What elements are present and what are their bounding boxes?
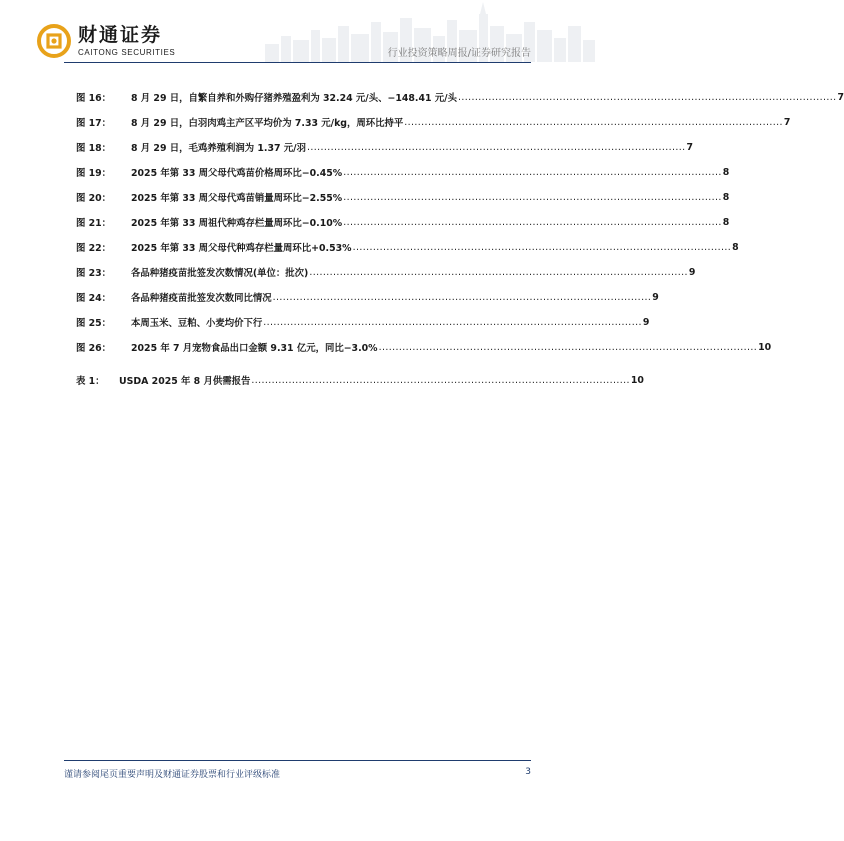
toc-title: 8 月 29 日，白羽肉鸡主产区平均价为 7.33 元/kg，周环比持平: [131, 118, 404, 129]
toc-page-number: 8: [722, 216, 730, 228]
toc-entry-figure-17[interactable]: [76, 115, 791, 129]
toc-leader-dots: ................................................................................................................: [251, 374, 630, 386]
toc-page-number: 8: [722, 191, 730, 203]
toc-title: 2025 年第 33 周父母代种鸡存栏量周环比+0.53%: [131, 243, 352, 254]
header-divider: [64, 62, 531, 63]
toc-label: 图 21：: [76, 218, 112, 229]
toc-page-number: 9: [688, 266, 696, 278]
toc-leader-dots: ................................................................................................................: [378, 341, 758, 353]
caitong-logo-icon: [36, 24, 72, 58]
toc-page-number: 9: [642, 316, 650, 328]
page-header: [0, 0, 595, 80]
toc-label: 图 19：: [76, 168, 112, 179]
footer-disclaimer: 谨请参阅尾页重要声明及财通证券股票和行业评级标准: [64, 770, 281, 780]
toc-title: USDA 2025 年 8 月供需报告: [119, 376, 251, 387]
toc-label: 图 18：: [76, 143, 112, 154]
toc-title: 2025 年第 33 周祖代种鸡存栏量周环比−0.10%: [131, 218, 343, 229]
toc-entry-figure-22[interactable]: [76, 240, 739, 254]
toc-title: 本周玉米、豆粕、小麦均价下行: [131, 318, 263, 329]
toc-label: 图 20：: [76, 193, 112, 204]
toc-leader-dots: ................................................................................................................: [306, 141, 686, 153]
toc-entry-figure-26[interactable]: [76, 340, 772, 354]
brand-name-cn: 财通证券: [78, 24, 163, 46]
toc-label: 图 22：: [76, 243, 112, 254]
toc-page-number: 10: [758, 341, 772, 353]
toc-title: 8 月 29 日，自繁自养和外购仔猪养殖盈利为 32.24 元/头、−148.41 元/头: [131, 93, 457, 104]
toc-page-number: 7: [783, 116, 791, 128]
toc-title: 各品种猪疫苗批签发次数同比情况: [131, 293, 272, 304]
toc-page-number: 9: [652, 291, 659, 303]
toc-leader-dots: ................................................................................................................: [272, 291, 652, 303]
toc-leader-dots: ................................................................................................................: [457, 91, 837, 103]
toc-leader-dots: ................................................................................................................: [343, 216, 722, 228]
toc-label: 图 17：: [76, 118, 112, 129]
toc-entry-figure-21[interactable]: [76, 215, 730, 229]
toc-leader-dots: ................................................................................................................: [404, 116, 783, 128]
toc-leader-dots: ................................................................................................................: [309, 266, 688, 278]
footer-page-number: 3: [525, 767, 531, 777]
toc-page-number: 8: [732, 241, 739, 253]
toc-title: 2025 年第 33 周父母代鸡苗价格周环比−0.45%: [131, 168, 343, 179]
brand-logo: [36, 24, 175, 58]
toc-entry-figure-19[interactable]: [76, 165, 730, 179]
brand-text: [78, 25, 175, 57]
toc-entry-figure-16[interactable]: [76, 90, 844, 104]
toc-label: 图 24：: [76, 293, 112, 304]
toc-leader-dots: ................................................................................................................: [263, 316, 642, 328]
toc-entry-figure-23[interactable]: [76, 265, 696, 279]
toc-page-number: 7: [686, 141, 694, 153]
toc-entry-figure-24[interactable]: [76, 290, 659, 304]
toc-entry-figure-18[interactable]: [76, 140, 694, 154]
brand-name-en: CAITONG SECURITIES: [78, 48, 176, 57]
toc-label: 图 23：: [76, 268, 112, 279]
toc-page-number: 7: [837, 91, 844, 103]
toc-label: 图 16：: [76, 93, 112, 104]
toc-entry-figure-25[interactable]: [76, 315, 650, 329]
toc-page-number: 8: [722, 166, 730, 178]
toc-title: 8 月 29 日，毛鸡养殖利润为 1.37 元/羽: [131, 143, 306, 154]
toc-label: 表 1：: [76, 376, 105, 387]
toc-leader-dots: ................................................................................................................: [343, 191, 722, 203]
toc-entry-table-1[interactable]: [76, 373, 644, 387]
toc-leader-dots: ................................................................................................................: [343, 166, 722, 178]
toc-page-number: 10: [630, 374, 644, 386]
report-type: 行业投资策略周报/证券研究报告: [387, 48, 531, 59]
toc-entry-figure-20[interactable]: [76, 190, 730, 204]
toc-label: 图 25：: [76, 318, 112, 329]
toc-leader-dots: ................................................................................................................: [352, 241, 732, 253]
toc-title: 2025 年第 33 周父母代鸡苗销量周环比−2.55%: [131, 193, 343, 204]
toc-title: 各品种猪疫苗批签发次数情况(单位：批次): [131, 268, 309, 279]
footer-divider: [64, 760, 531, 761]
toc-title: 2025 年 7 月宠物食品出口金额 9.31 亿元，同比−3.0%: [131, 343, 378, 354]
toc-label: 图 26：: [76, 343, 112, 354]
